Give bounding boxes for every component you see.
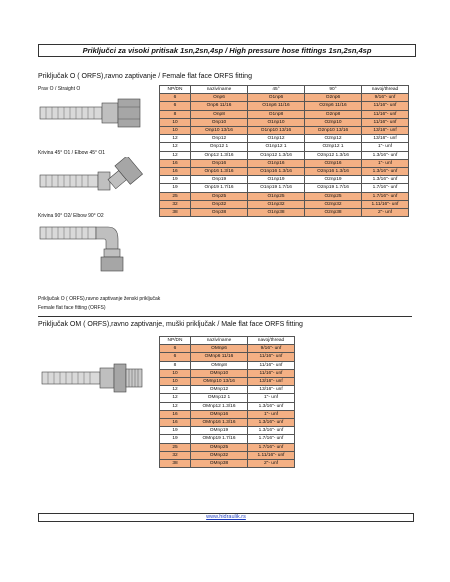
female-table-row — [160, 209, 409, 217]
page-title: Priključci za visoki pritisak 1sn,2sn,4sp / High pressure hose fittings 1sn,2sn,4sp — [38, 44, 416, 57]
female-table-cell: 1.7/16"- unf — [362, 192, 409, 200]
male-table-row — [160, 361, 295, 369]
male-table-cell: 11/16"- unf — [248, 369, 295, 377]
female-table-header-cell: NP/DN — [160, 86, 191, 94]
female-table-cell: 6 — [160, 94, 191, 102]
female-table-cell: O1np38 — [248, 209, 305, 217]
male-table-header-cell: navoj/thread — [248, 337, 295, 345]
male-table-cell: OMnp38 — [191, 460, 248, 468]
male-table-row — [160, 369, 295, 377]
male-table-cell: OMnp16 1.3/16 — [191, 419, 248, 427]
male-table-cell: 10 — [160, 369, 191, 377]
male-table-cell: 19 — [160, 435, 191, 443]
female-table-cell: Onp10 13/16 — [191, 127, 248, 135]
female-table-cell: 11/16"- unf — [362, 110, 409, 118]
female-table-cell: O2np6 11/16 — [305, 102, 362, 110]
male-table-row — [160, 427, 295, 435]
female-table-cell: 11/16"- unf — [362, 118, 409, 126]
male-table-cell: 1"- unf — [248, 410, 295, 418]
female-fitting-table — [159, 85, 409, 217]
female-table-cell: 9/16"- unf — [362, 94, 409, 102]
female-table-cell: 13/16"- unf — [362, 135, 409, 143]
male-table-cell: 11/16"- unf — [248, 361, 295, 369]
female-table-row — [160, 110, 409, 118]
male-table-cell: 6 — [160, 345, 191, 353]
female-table-cell: 12 — [160, 135, 191, 143]
female-table-cell: 1"- unf — [362, 159, 409, 167]
female-table-cell: O1np16 1.3/16 — [248, 168, 305, 176]
female-table-cell: O2np25 — [305, 192, 362, 200]
male-table-row — [160, 394, 295, 402]
elbow-45-fitting-image — [38, 157, 148, 205]
female-table-cell: Onp6 — [191, 94, 248, 102]
label-straight: Prav O / Straight O — [38, 86, 81, 92]
male-table-cell: 19 — [160, 427, 191, 435]
female-table-row — [160, 192, 409, 200]
male-table-cell: OMnp19 1.7/16 — [191, 435, 248, 443]
female-table-cell: 1.11/16"- unf — [362, 200, 409, 208]
female-table-cell: 11/16"- unf — [362, 102, 409, 110]
female-table-cell: O2np10 13/16 — [305, 127, 362, 135]
female-table-row — [160, 151, 409, 159]
male-table-cell: 12 — [160, 402, 191, 410]
male-table-cell: 25 — [160, 443, 191, 451]
male-table-cell: OMnp6 11/16 — [191, 353, 248, 361]
male-table-cell: OMnp16 — [191, 410, 248, 418]
straight-fitting-image — [38, 93, 148, 133]
female-table-row — [160, 184, 409, 192]
female-table-cell: O1np6 11/16 — [248, 102, 305, 110]
male-table-cell: OMnp6 — [191, 345, 248, 353]
male-table-cell: 1.11/16"- unf — [248, 451, 295, 459]
female-table-cell: O2np32 — [305, 200, 362, 208]
female-table-row — [160, 118, 409, 126]
female-table-cell: 10 — [160, 127, 191, 135]
male-table-row — [160, 345, 295, 353]
male-table-header-cell: NP/DN — [160, 337, 191, 345]
female-table-cell: O1np25 — [248, 192, 305, 200]
male-table-row — [160, 378, 295, 386]
female-table-row — [160, 143, 409, 151]
male-table-cell: 8 — [160, 361, 191, 369]
male-table-row — [160, 353, 295, 361]
female-table-cell: 19 — [160, 184, 191, 192]
label-elbow-90: Krivina 90° O2/ Elbow 90° O2 — [38, 213, 104, 219]
male-table-cell: 2"- unf — [248, 460, 295, 468]
male-table-row — [160, 402, 295, 410]
female-table-cell: Onp19 1.7/16 — [191, 184, 248, 192]
female-table-cell: Onp38 — [191, 209, 248, 217]
female-table-cell: O2np19 1.7/16 — [305, 184, 362, 192]
female-table-cell: 1.3/16"- unf — [362, 176, 409, 184]
male-table-cell: OMnp12 1.3/16 — [191, 402, 248, 410]
male-table-cell: OMnp12 — [191, 386, 248, 394]
female-table-cell: 25 — [160, 192, 191, 200]
male-table-cell: 1"- unf — [248, 394, 295, 402]
male-table-row — [160, 451, 295, 459]
male-table-cell: OMnp19 — [191, 427, 248, 435]
male-table-cell: OMnp12 1 — [191, 394, 248, 402]
male-table-cell: 1.3/16"- unf — [248, 402, 295, 410]
male-table-cell: 10 — [160, 378, 191, 386]
female-table-cell: O1np16 — [248, 159, 305, 167]
female-table-cell: Onp6 11/16 — [191, 102, 248, 110]
male-table-cell: 32 — [160, 451, 191, 459]
male-table-cell: OMnp10 13/16 — [191, 378, 248, 386]
male-table-row — [160, 443, 295, 451]
female-table-cell: O2np12 1 — [305, 143, 362, 151]
male-table-cell: OMnp25 — [191, 443, 248, 451]
female-table-cell: O2np12 — [305, 135, 362, 143]
male-table-cell: 9/16"- unf — [248, 345, 295, 353]
female-table-cell: O1np19 1.7/16 — [248, 184, 305, 192]
female-table-cell: Onp12 1.3/16 — [191, 151, 248, 159]
female-table-cell: Onp32 — [191, 200, 248, 208]
female-table-cell: 16 — [160, 168, 191, 176]
male-table-cell: 1.7/16"- unf — [248, 443, 295, 451]
male-table-cell: 6 — [160, 353, 191, 361]
male-table-cell: 11/16"- unf — [248, 353, 295, 361]
male-table-cell: 1.7/16"- unf — [248, 435, 295, 443]
male-table-row — [160, 386, 295, 394]
female-table-cell: 2"- unf — [362, 209, 409, 217]
male-table-cell: OMnp32 — [191, 451, 248, 459]
female-table-cell: O1np12 1 — [248, 143, 305, 151]
male-table-cell: 12 — [160, 394, 191, 402]
male-table-cell: 16 — [160, 410, 191, 418]
female-table-cell: O2np12 1.3/16 — [305, 151, 362, 159]
female-table-cell: Onp8 — [191, 110, 248, 118]
female-table-cell: 16 — [160, 159, 191, 167]
male-table-cell: 16 — [160, 419, 191, 427]
female-table-cell: 1.3/16"- unf — [362, 151, 409, 159]
website-link[interactable]: www.hidraulik.rs — [206, 514, 246, 520]
female-table-cell: O1np12 1.3/16 — [248, 151, 305, 159]
female-table-row — [160, 200, 409, 208]
female-table-cell: 32 — [160, 200, 191, 208]
female-table-cell: 13/16"- unf — [362, 127, 409, 135]
female-table-cell: O2np16 1.3/16 — [305, 168, 362, 176]
female-table-cell: 38 — [160, 209, 191, 217]
male-table-cell: 1.3/16"- unf — [248, 427, 295, 435]
female-table-cell: Onp16 — [191, 159, 248, 167]
female-table-row — [160, 102, 409, 110]
female-table-cell: 12 — [160, 151, 191, 159]
female-table-cell: 1"- unf — [362, 143, 409, 151]
female-table-row — [160, 168, 409, 176]
section-divider — [38, 316, 412, 317]
male-table-row — [160, 419, 295, 427]
female-table-cell: O1np32 — [248, 200, 305, 208]
male-table-cell: 38 — [160, 460, 191, 468]
male-table-cell: OMnp8 — [191, 361, 248, 369]
female-table-cell: O1np6 — [248, 94, 305, 102]
female-table-cell: O2np8 — [305, 110, 362, 118]
male-table-cell: 13/16"- unf — [248, 386, 295, 394]
female-table-row — [160, 176, 409, 184]
female-table-header-cell: navoj/thread — [362, 86, 409, 94]
female-table-cell: O1np10 — [248, 118, 305, 126]
male-fitting-table — [159, 336, 295, 468]
footer — [38, 513, 414, 522]
female-table-cell: O2np16 — [305, 159, 362, 167]
female-table-cell: 12 — [160, 143, 191, 151]
elbow-90-fitting-image — [38, 219, 148, 275]
section-heading-male: Priključak OM ( ORFS),ravno zaptivanje, muški priključak / Male flat face ORFS fitting — [38, 321, 303, 328]
female-table-cell: 6 — [160, 102, 191, 110]
female-table-cell: Onp12 1 — [191, 143, 248, 151]
female-table-cell: Onp19 — [191, 176, 248, 184]
female-table-row — [160, 159, 409, 167]
female-table-cell: O1np10 13/16 — [248, 127, 305, 135]
note-female-en: Female flat face fitting (ORFS) — [38, 305, 106, 311]
female-table-header-cell: 45° — [248, 86, 305, 94]
female-table-cell: O1np19 — [248, 176, 305, 184]
female-table-cell: 19 — [160, 176, 191, 184]
female-table-cell: O1np8 — [248, 110, 305, 118]
female-table-cell: O2np19 — [305, 176, 362, 184]
female-table-cell: 8 — [160, 110, 191, 118]
male-table-cell: 1.3/16"- unf — [248, 419, 295, 427]
note-female-sr: Priključak O ( ORFS),ravno zaptivanje ženski priključak — [38, 296, 161, 302]
female-table-cell: O2np10 — [305, 118, 362, 126]
male-table-row — [160, 460, 295, 468]
female-table-cell: Onp16 1.3/16 — [191, 168, 248, 176]
male-fitting-image — [40, 358, 150, 398]
female-table-row — [160, 94, 409, 102]
female-table-cell: O2np6 — [305, 94, 362, 102]
female-table-row — [160, 127, 409, 135]
label-elbow-45: Krivina 45° O1 / Elbow 45° O1 — [38, 150, 106, 156]
female-table-cell: 10 — [160, 118, 191, 126]
male-table-cell: 12 — [160, 386, 191, 394]
male-table-header-cell: naziv/name — [191, 337, 248, 345]
male-table-cell: OMnp10 — [191, 369, 248, 377]
female-table-cell: 1.7/16"- unf — [362, 184, 409, 192]
female-table-header-cell: naziv/name — [191, 86, 248, 94]
male-table-cell: 13/16"- unf — [248, 378, 295, 386]
female-table-cell: O1np12 — [248, 135, 305, 143]
female-table-row — [160, 135, 409, 143]
female-table-cell: O2np38 — [305, 209, 362, 217]
section-heading-female: Priključak O ( ORFS),ravno zaptivanje / Female flat face ORFS fitting — [38, 73, 252, 80]
male-table-row — [160, 410, 295, 418]
female-table-cell: Onp10 — [191, 118, 248, 126]
female-table-cell: 1.3/16"- unf — [362, 168, 409, 176]
female-table-header-cell: 90° — [305, 86, 362, 94]
female-table-cell: Onp12 — [191, 135, 248, 143]
male-table-row — [160, 435, 295, 443]
female-table-cell: Onp25 — [191, 192, 248, 200]
